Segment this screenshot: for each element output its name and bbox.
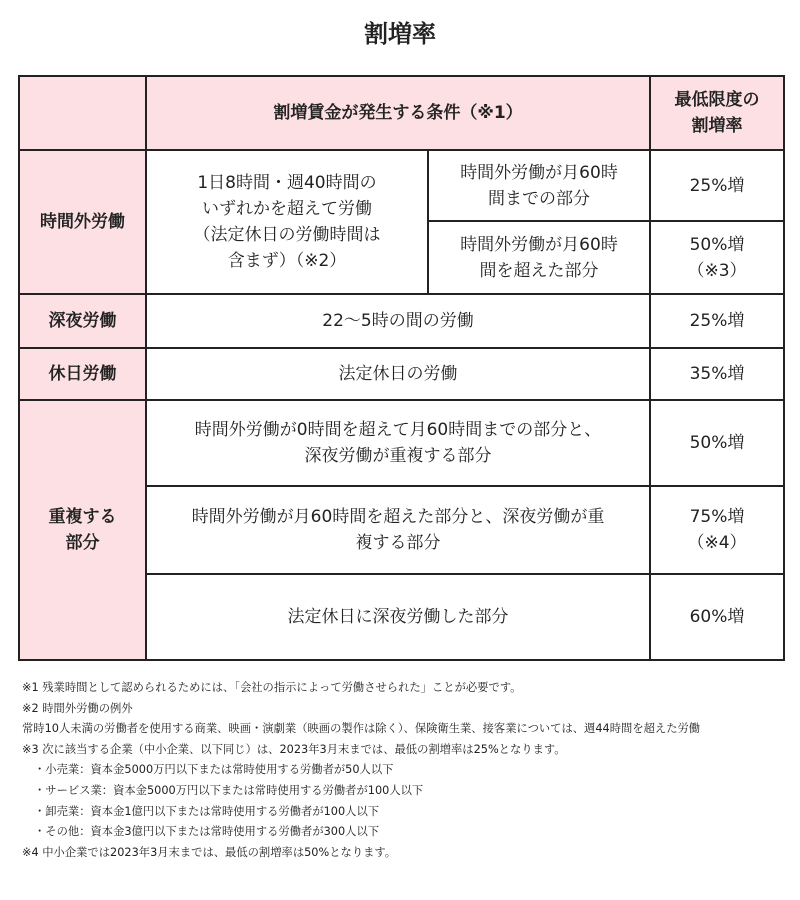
holiday-category-label: 休日労働 [48,364,117,384]
overtime-condition-cell [146,150,428,294]
header-rate-label-line2: 割増率 [691,116,743,136]
overlap-condition-cell-3 [146,574,650,660]
overtime-rate2-note: （※3） [687,260,747,281]
overtime-rate2-value: 50%増 [689,234,745,255]
footnote-3-retail: ・小売業：資本金5000万円以下または常時使用する労働者が50人以下 [34,763,394,777]
header-condition-label: 割増賃金が発生する条件（※1） [273,103,523,123]
holiday-row [19,348,784,400]
overtime-condition-line2: いずれかを超えて労働 [202,199,372,219]
overtime-sub1-cell [428,150,650,221]
footnote-3: ※3 次に該当する企業（中小企業、以下同じ）は、2023年3月末までは、最低の割増率は25%となります。 [22,742,566,756]
footnotes [22,678,787,863]
overlap-rate-1-value: 50%増 [689,433,745,453]
overlap-category-line2: 部分 [65,533,100,553]
footnote-4: ※4 中小企業では2023年3月末までは、最低の割増率は50%となります。 [22,845,397,859]
overlap-rate-3-value: 60%増 [689,607,745,627]
overtime-sub2-cell [428,221,650,294]
overtime-category-label: 時間外労働 [40,212,125,232]
overlap-condition-cell-1 [146,400,650,486]
footnote-2: ※2 時間外労働の例外 [22,701,133,715]
rate-table [18,75,785,661]
overtime-sub2-line2: 間を超えた部分 [479,260,599,281]
overtime-condition-line1: 1日8時間・週40時間の [197,173,377,193]
header-blank-cell [19,76,146,150]
overtime-sub1-line1: 時間外労働が月60時 [460,162,618,183]
overlap-condition-cell-2 [146,486,650,574]
page-title: 割増率 [364,20,436,48]
overlap-rate-cell-2 [650,486,784,574]
overtime-sub2-line1: 時間外労働が月60時 [460,234,618,255]
overlap-condition-2-line1: 時間外労働が月60時間を超えた部分と、深夜労働が重 [191,507,605,527]
overlap-rate-cell-3 [650,574,784,660]
overtime-rate2-cell [650,221,784,294]
header-row [19,76,784,150]
holiday-condition-cell [146,348,650,400]
overlap-row-1 [19,400,784,486]
footnote-2-detail: 常時10人未満の労働者を使用する商業、映画・演劇業（映画の製作は除く）、保険衛生業、接客業については、週44時間を超えた労働 [22,722,701,736]
overtime-rate1-cell [650,150,784,221]
overlap-category-cell [19,400,146,660]
overlap-category-line1: 重複する [48,507,117,527]
night-rate-cell [650,294,784,348]
footnote-3-other: ・その他：資本金3億円以下または常時使用する労働者が300人以下 [34,825,380,839]
night-condition-cell [146,294,650,348]
overtime-sub1-line2: 間までの部分 [488,188,590,209]
holiday-category-cell [19,348,146,400]
holiday-rate-value: 35%増 [689,364,745,384]
overlap-rate-2-note: （※4） [687,533,747,553]
overtime-condition-line3: （法定休日の労働時間は [193,225,381,245]
night-rate-value: 25%増 [689,311,745,331]
overtime-category-cell [19,150,146,294]
header-condition-cell [146,76,650,150]
overlap-rate-2-value: 75%増 [689,507,745,527]
night-category-label: 深夜労働 [48,311,117,331]
overtime-rate1-value: 25%増 [689,175,745,196]
header-rate-label-line1: 最低限度の [674,90,760,110]
holiday-condition-text: 法定休日の労働 [338,364,458,384]
overlap-condition-1-line1: 時間外労働が0時間を超えて月60時間までの部分と、 [194,420,602,440]
overlap-condition-1-line2: 深夜労働が重複する部分 [304,446,492,466]
overtime-row-1 [19,150,784,221]
footnote-3-wholesale: ・卸売業：資本金1億円以下または常時使用する労働者が100人以下 [34,804,380,818]
holiday-rate-cell [650,348,784,400]
night-category-cell [19,294,146,348]
header-rate-cell [650,76,784,150]
night-row [19,294,784,348]
footnote-3-service: ・サービス業：資本金5000万円以下または常時使用する労働者が100人以下 [34,783,424,797]
overlap-condition-2-line2: 複する部分 [355,533,441,553]
overlap-rate-cell-1 [650,400,784,486]
footnote-1: ※1 残業時間として認められるためには、「会社の指示によって労働させられた」ことが必要です。 [22,681,522,694]
overlap-condition-3-line1: 法定休日に深夜労働した部分 [287,607,509,627]
night-condition-text: 22〜5時の間の労働 [322,311,474,331]
overtime-condition-line4: 含まず）（※2） [227,251,347,271]
